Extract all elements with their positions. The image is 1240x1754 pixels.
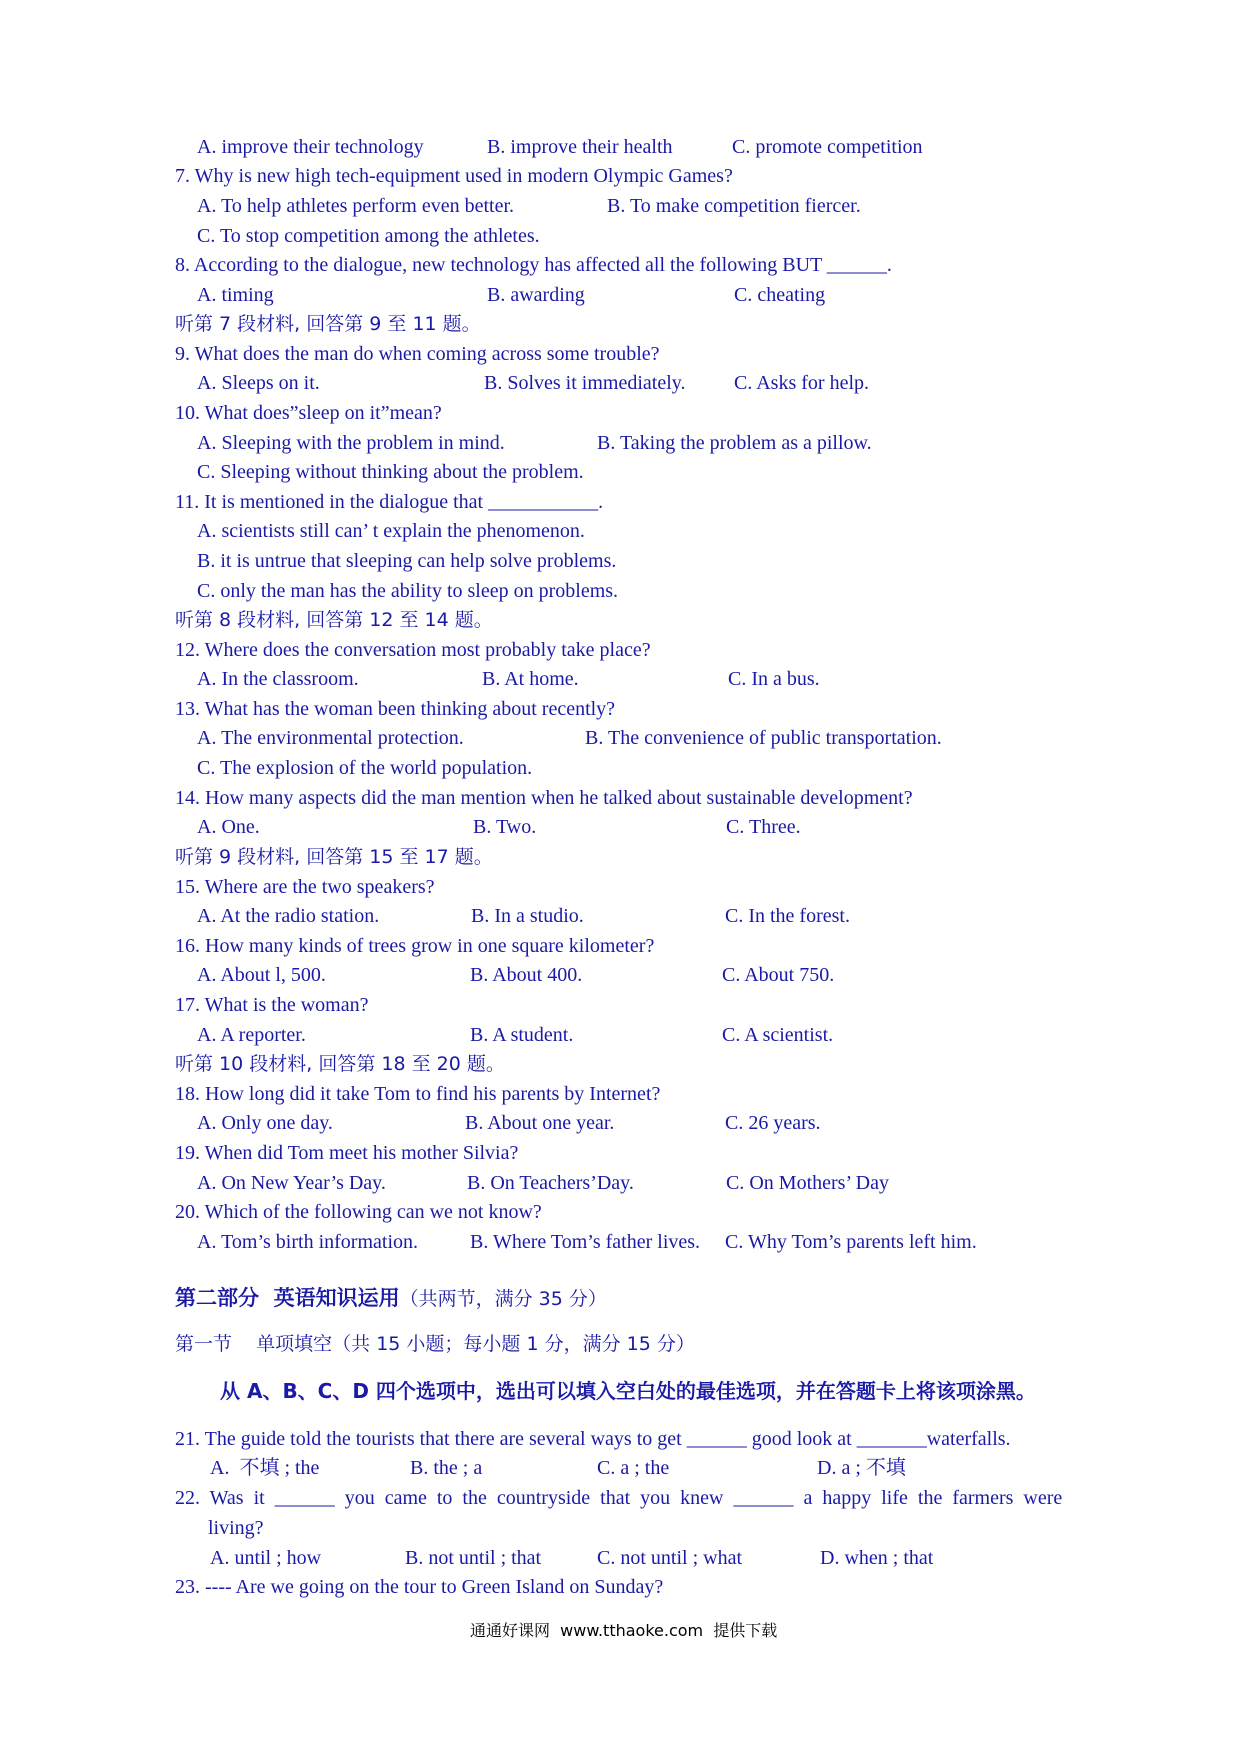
q15-stem: 15. Where are the two speakers? [175, 876, 435, 898]
q6-option-c: C. promote competition [732, 136, 923, 158]
q8-option-b: B. awarding [487, 284, 585, 306]
q6-option-a: A. improve their technology [197, 136, 424, 158]
q23-stem: 23. ---- Are we going on the tour to Green Island on Sunday? [175, 1576, 664, 1598]
listening-heading-8: 听第 8 段材料, 回答第 12 至 14 题。 [175, 609, 493, 631]
part2-heading [175, 1284, 607, 1313]
q17-option-a: A. A reporter. [197, 1024, 306, 1046]
q21-option-c: C. a ; the [597, 1457, 670, 1479]
q19-option-b: B. On Teachers’Day. [467, 1172, 634, 1194]
q8-option-a: A. timing [197, 284, 274, 306]
q10-option-c: C. Sleeping without thinking about the problem. [197, 461, 584, 483]
q18-stem: 18. How long did it take Tom to find his parents by Internet? [175, 1083, 661, 1105]
q13-option-c: C. The explosion of the world population. [197, 757, 533, 779]
q15-option-b: B. In a studio. [471, 905, 584, 927]
q11-option-a: A. scientists still can’ t explain the phenomenon. [197, 520, 585, 542]
q10-stem: 10. What does”sleep on it”mean? [175, 402, 442, 424]
q14-option-b: B. Two. [473, 816, 537, 838]
q9-option-b: B. Solves it immediately. [484, 372, 686, 394]
q8-option-c: C. cheating [734, 284, 826, 306]
q13-option-a: A. The environmental protection. [197, 727, 464, 749]
part2-note: （共两节，满分 35 分） [399, 1288, 607, 1310]
q12-option-b: B. At home. [482, 668, 579, 690]
q18-option-a: A. Only one day. [197, 1112, 333, 1134]
q22-option-b: B. not until ; that [405, 1547, 542, 1569]
q14-option-c: C. Three. [726, 816, 801, 838]
q22-option-c: C. not until ; what [597, 1547, 742, 1569]
q7-option-c: C. To stop competition among the athletes. [197, 225, 540, 247]
q16-option-c: C. About 750. [722, 964, 835, 986]
q16-option-a: A. About l, 500. [197, 964, 326, 986]
q20-option-c: C. Why Tom’s parents left him. [725, 1231, 977, 1253]
q22-option-a: A. until ; how [210, 1547, 322, 1569]
q19-stem: 19. When did Tom meet his mother Silvia? [175, 1142, 519, 1164]
q8-stem: 8. According to the dialogue, new technology has affected all the following BUT ______. [175, 254, 892, 276]
q20-option-a: A. Tom’s birth information. [197, 1231, 418, 1253]
q11-stem: 11. It is mentioned in the dialogue that ___________. [175, 491, 604, 513]
q15-option-c: C. In the forest. [725, 905, 850, 927]
q17-stem: 17. What is the woman? [175, 994, 369, 1016]
q11-option-b: B. it is untrue that sleeping can help solve problems. [197, 550, 617, 572]
q21-option-b: B. the ; a [410, 1457, 483, 1479]
q17-option-b: B. A student. [470, 1024, 574, 1046]
q22-option-d: D. when ; that [820, 1547, 934, 1569]
q10-option-a: A. Sleeping with the problem in mind. [197, 432, 505, 454]
q18-option-b: B. About one year. [465, 1112, 615, 1134]
q14-option-a: A. One. [197, 816, 260, 838]
q11-option-c: C. only the man has the ability to sleep on problems. [197, 580, 619, 602]
q7-option-b: B. To make competition fiercer. [607, 195, 861, 217]
q19-option-c: C. On Mothers’ Day [726, 1172, 889, 1194]
q6-option-b: B. improve their health [487, 136, 673, 158]
q22-stem: 22. Was it ______ you came to the countryside that you knew ______ a happy life the farmers were [175, 1487, 1063, 1509]
part2-title: 第二部分 英语知识运用 [175, 1286, 400, 1310]
q10-option-b: B. Taking the problem as a pillow. [597, 432, 872, 454]
q19-option-a: A. On New Year’s Day. [197, 1172, 386, 1194]
section1-instruction: 从 A、B、C、D 四个选项中，选出可以填入空白处的最佳选项，并在答题卡上将该项涂黑。 [220, 1379, 1036, 1403]
q20-option-b: B. Where Tom’s father lives. [470, 1231, 701, 1253]
section1-heading: 第一节 单项填空（共 15 小题；每小题 1 分，满分 15 分） [175, 1333, 695, 1355]
q13-option-b: B. The convenience of public transportation. [585, 727, 942, 749]
q20-stem: 20. Which of the following can we not know? [175, 1201, 542, 1223]
listening-heading-7: 听第 7 段材料, 回答第 9 至 11 题。 [175, 313, 481, 335]
q7-option-a: A. To help athletes perform even better. [197, 195, 515, 217]
q9-stem: 9. What does the man do when coming across some trouble? [175, 343, 660, 365]
q12-stem: 12. Where does the conversation most probably take place? [175, 639, 651, 661]
q16-option-b: B. About 400. [470, 964, 583, 986]
q21-option-d: D. a ; 不填 [817, 1457, 906, 1479]
q22-stem-continued: living? [208, 1517, 264, 1539]
q12-option-a: A. In the classroom. [197, 668, 359, 690]
listening-heading-10: 听第 10 段材料, 回答第 18 至 20 题。 [175, 1053, 505, 1075]
page-footer: 通通好课网 www.tthaoke.com 提供下载 [470, 1621, 778, 1640]
listening-heading-9: 听第 9 段材料, 回答第 15 至 17 题。 [175, 846, 493, 868]
q21-option-a: A. 不填 ; the [210, 1457, 320, 1479]
q18-option-c: C. 26 years. [725, 1112, 821, 1134]
q16-stem: 16. How many kinds of trees grow in one square kilometer? [175, 935, 655, 957]
q12-option-c: C. In a bus. [728, 668, 820, 690]
q9-option-c: C. Asks for help. [734, 372, 869, 394]
q14-stem: 14. How many aspects did the man mention when he talked about sustainable development? [175, 787, 913, 809]
q13-stem: 13. What has the woman been thinking about recently? [175, 698, 616, 720]
q9-option-a: A. Sleeps on it. [197, 372, 320, 394]
q7-stem: 7. Why is new high tech-equipment used in modern Olympic Games? [175, 165, 733, 187]
q17-option-c: C. A scientist. [722, 1024, 834, 1046]
q21-stem: 21. The guide told the tourists that there are several ways to get ______ good look at _______waterfalls. [175, 1428, 1011, 1450]
q15-option-a: A. At the radio station. [197, 905, 380, 927]
